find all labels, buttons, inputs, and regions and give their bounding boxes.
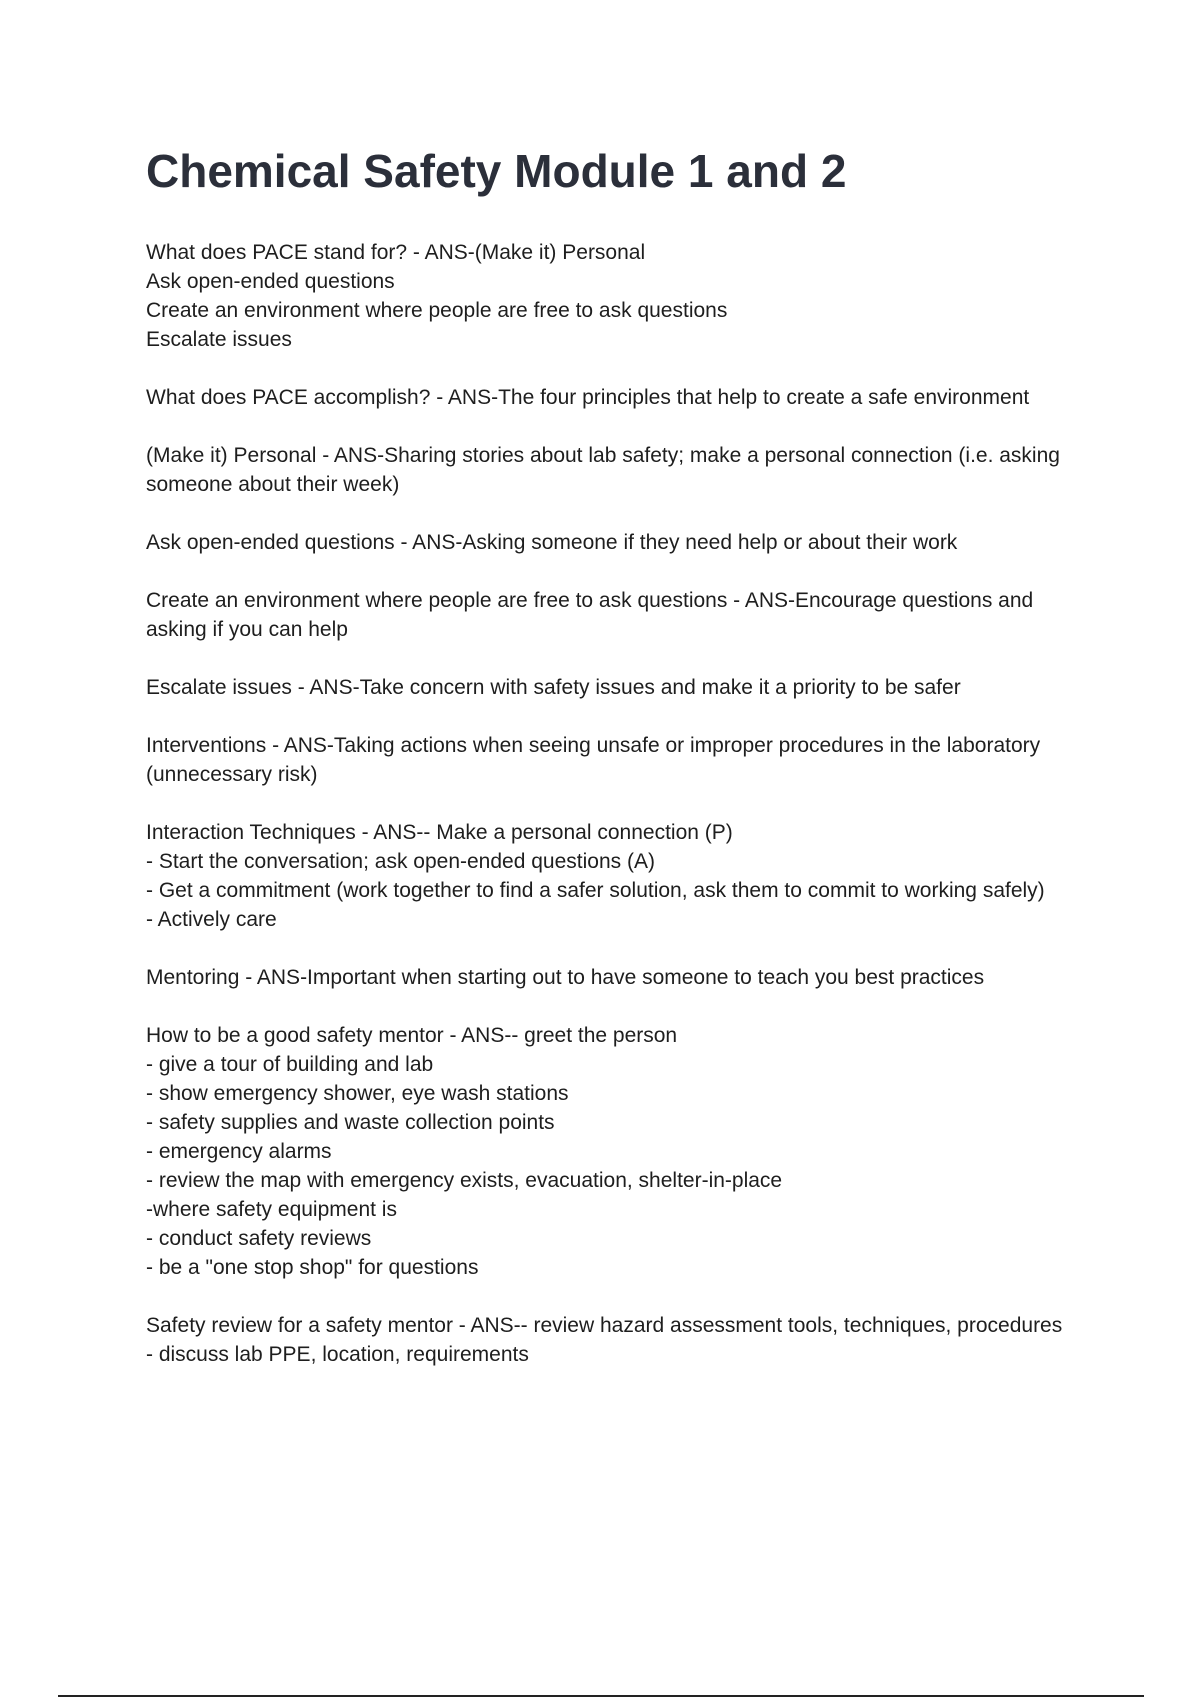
- flashcard-list: [146, 238, 1086, 1398]
- flashcard-detail-line: - emergency alarms: [146, 1140, 332, 1163]
- flashcard-detail-line: -where safety equipment is: [146, 1198, 397, 1221]
- document-title: Chemical Safety Module 1 and 2: [146, 145, 847, 197]
- flashcard-entry: [146, 1021, 1086, 1282]
- flashcard-detail-line: - Start the conversation; ask open-ended questions (A): [146, 850, 655, 873]
- flashcard-entry: [146, 586, 1086, 644]
- flashcard-detail-line: - Actively care: [146, 908, 277, 931]
- flashcard-entry: [146, 673, 1086, 702]
- flashcard-question-line: What does PACE accomplish? - ANS-The four principles that help to create a safe environment: [146, 386, 1030, 409]
- flashcard-entry: [146, 528, 1086, 557]
- flashcard-question-line: How to be a good safety mentor - ANS-- greet the person: [146, 1024, 678, 1047]
- flashcard-detail-line: - Get a commitment (work together to find a safer solution, ask them to commit to working safely): [146, 879, 1045, 902]
- flashcard-detail-line: - discuss lab PPE, location, requirements: [146, 1343, 529, 1366]
- flashcard-entry: [146, 441, 1086, 499]
- flashcard-detail-line: Create an environment where people are free to ask questions: [146, 299, 728, 322]
- flashcard-detail-line: - be a "one stop shop" for questions: [146, 1256, 479, 1279]
- flashcard-detail-line: Ask open-ended questions: [146, 270, 395, 293]
- flashcard-entry: [146, 1311, 1086, 1369]
- flashcard-question-line: Escalate issues - ANS-Take concern with safety issues and make it a priority to be safer: [146, 676, 961, 699]
- flashcard-entry: [146, 963, 1086, 992]
- flashcard-entry: [146, 818, 1086, 934]
- flashcard-question-line: Safety review for a safety mentor - ANS-- review hazard assessment tools, techniques, procedures: [146, 1314, 1063, 1337]
- flashcard-question-line: Interventions - ANS-Taking actions when seeing unsafe or improper procedures in the laboratory (unnecessary risk): [146, 734, 1041, 786]
- flashcard-question-line: Mentoring - ANS-Important when starting out to have someone to teach you best practices: [146, 966, 985, 989]
- page-footer-divider: [58, 1695, 1144, 1697]
- flashcard-question-line: (Make it) Personal - ANS-Sharing stories about lab safety; make a personal connection (i.e. asking someone about their week): [146, 444, 1060, 496]
- flashcard-entry: [146, 731, 1086, 789]
- flashcard-question-line: Create an environment where people are free to ask questions - ANS-Encourage questions and asking if you can help: [146, 589, 1034, 641]
- flashcard-detail-line: - safety supplies and waste collection points: [146, 1111, 555, 1134]
- flashcard-question-line: Ask open-ended questions - ANS-Asking someone if they need help or about their work: [146, 531, 958, 554]
- flashcard-question-line: What does PACE stand for? - ANS-(Make it) Personal: [146, 241, 646, 264]
- flashcard-question-line: Interaction Techniques - ANS-- Make a personal connection (P): [146, 821, 733, 844]
- flashcard-entry: [146, 383, 1086, 412]
- flashcard-detail-line: Escalate issues: [146, 328, 292, 351]
- flashcard-detail-line: - review the map with emergency exists, evacuation, shelter-in-place: [146, 1169, 783, 1192]
- flashcard-detail-line: - give a tour of building and lab: [146, 1053, 434, 1076]
- flashcard-detail-line: - conduct safety reviews: [146, 1227, 372, 1250]
- flashcard-detail-line: - show emergency shower, eye wash stations: [146, 1082, 569, 1105]
- flashcard-entry: [146, 238, 1086, 354]
